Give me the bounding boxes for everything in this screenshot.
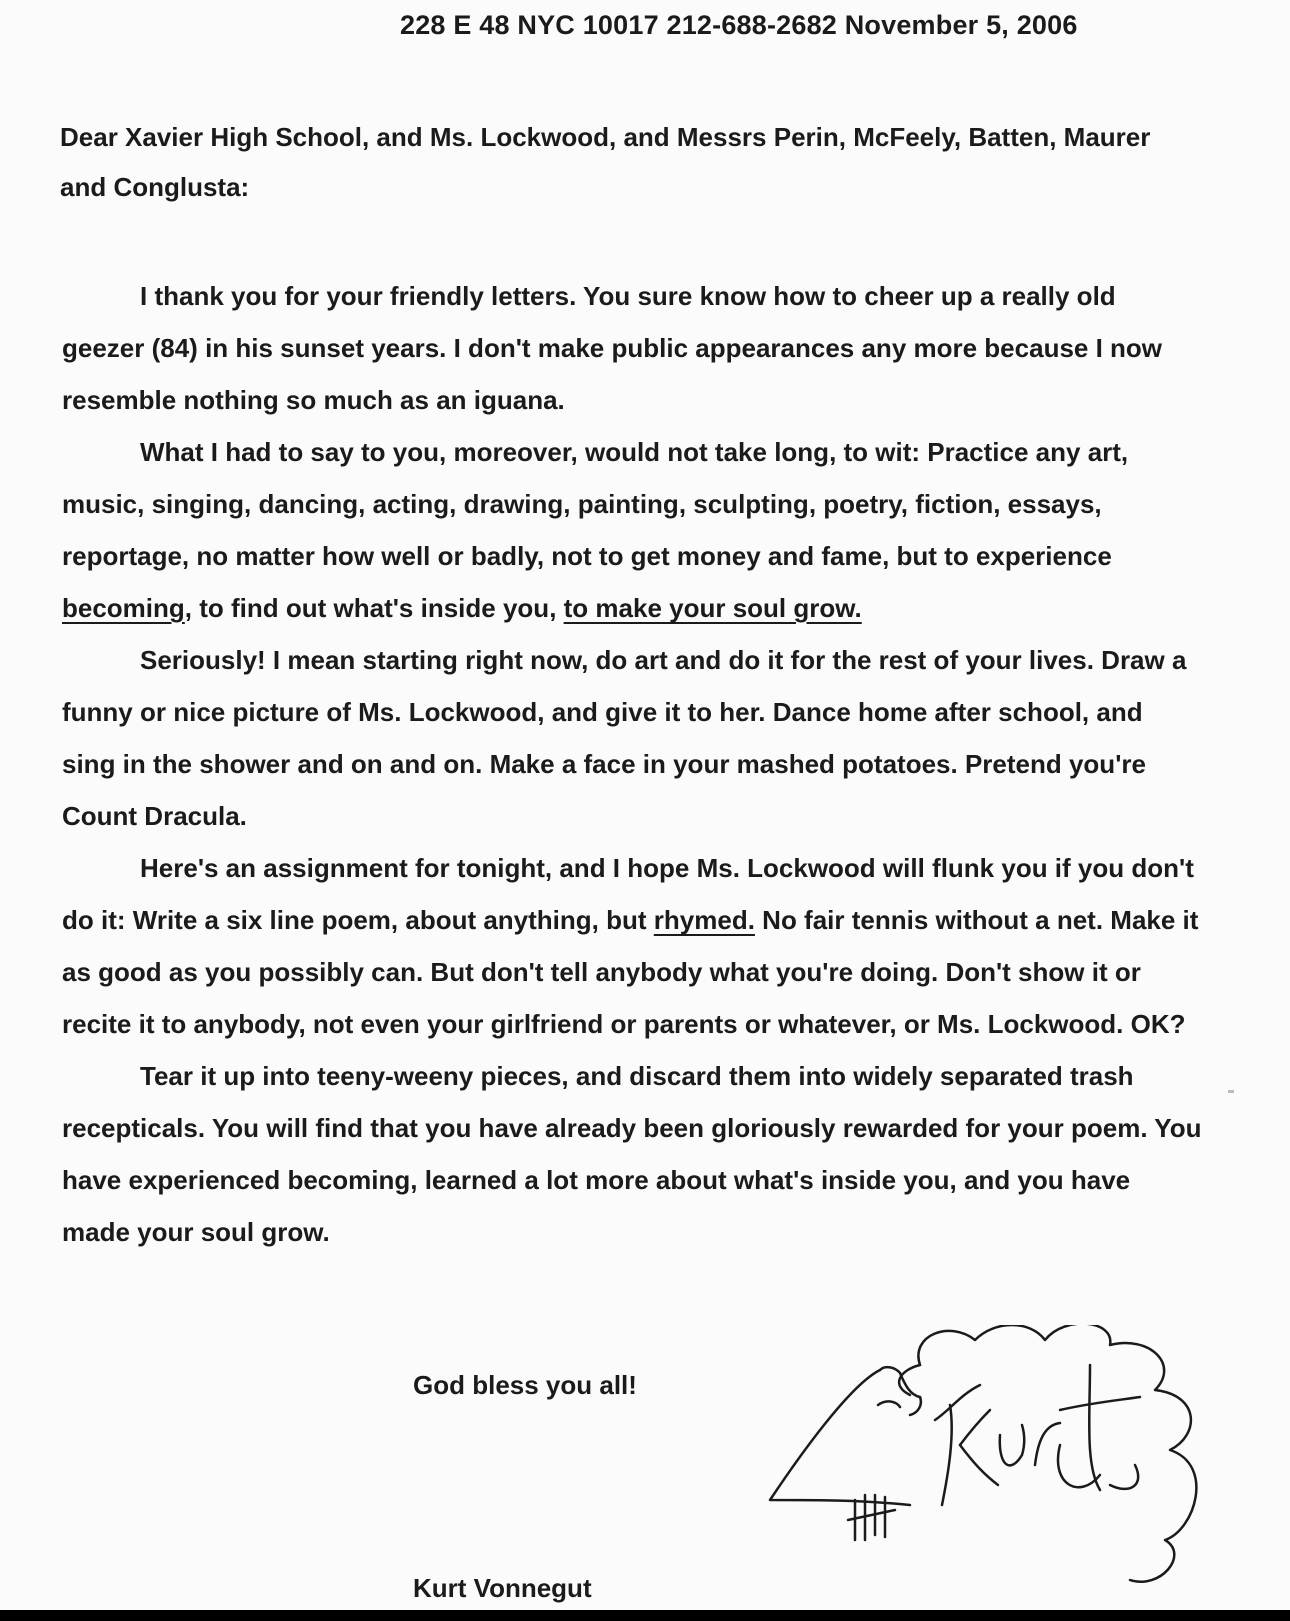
- paragraph-2-text-b: , to find out what's inside you,: [184, 593, 564, 623]
- closing-line: God bless you all!: [413, 1370, 637, 1400]
- paragraph-3: Seriously! I mean starting right now, do art and do it for the rest of your lives. Draw a funny or nice picture of Ms. Lockwood, and give it to her. Dance home after school, and sing in the shower and on and on. Make a face in your mashed potatoes. Pretend you're Count Dracula.: [62, 645, 1187, 831]
- signature-self-portrait: [760, 1325, 1240, 1610]
- underlined-becoming: becoming: [62, 593, 185, 623]
- signer-name: Kurt Vonnegut: [413, 1573, 592, 1603]
- paragraph-1: I thank you for your friendly letters. You sure know how to cheer up a really old geezer (84) in his sunset years. I don't make public appearances any more because I now resemble nothing so much as an iguana.: [62, 281, 1163, 415]
- paper-smudge: [1228, 1090, 1234, 1093]
- paragraph-2-text-a: What I had to say to you, moreover, would not take long, to wit: Practice any art, music, singing, dancing, acting, drawing, painting, sculpting, poetry, fiction, essays, reportage, no matter how well or badly, not to get money and fame, but to experience: [62, 437, 1129, 571]
- paragraph-4-text-a: Here's an assignment for tonight, and I hope Ms. Lockwood will flunk you if you don't do it: Write a six line poem, about anything, but: [62, 853, 1194, 935]
- underlined-soul-grow: to make your soul grow.: [563, 593, 862, 623]
- paragraph-5: Tear it up into teeny-weeny pieces, and discard them into widely separated trash recepticals. You will find that you have already been gloriously rewarded for your poem. You have experienced becoming, learned a lot more about what's inside you, and you have made your soul grow.: [62, 1061, 1202, 1247]
- paragraph-2: [62, 426, 1202, 634]
- letter-header: 228 E 48 NYC 10017 212-688-2682 November 5, 2006: [400, 10, 1078, 40]
- salutation: Dear Xavier High School, and Ms. Lockwood, and Messrs Perin, McFeely, Batten, Maurer and Conglusta:: [60, 122, 1151, 202]
- paragraph-4-text-b: No fair tennis without a net. Make it as good as you possibly can. But don't tell anybody what you're doing. Don't show it or recite it to anybody, not even your girlfriend or parents or whatever, or Ms. Lockwood. OK?: [62, 905, 1199, 1039]
- paragraph-4: [62, 842, 1202, 1050]
- underlined-rhymed: rhymed.: [653, 905, 755, 935]
- letter-body: [62, 270, 1202, 1258]
